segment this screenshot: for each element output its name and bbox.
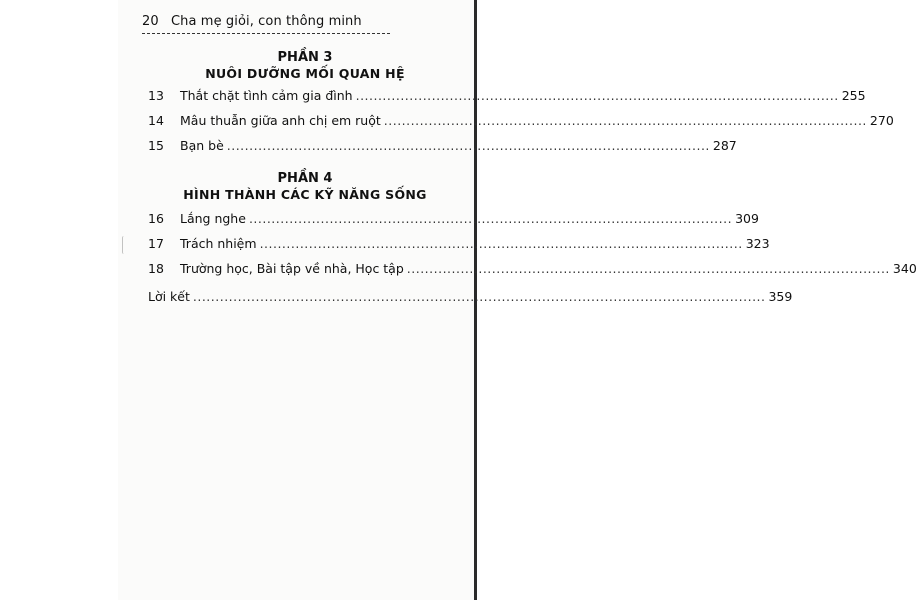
toc-entry[interactable] bbox=[148, 113, 894, 129]
chapter-page: 340 bbox=[892, 261, 917, 276]
closing-page: 359 bbox=[768, 289, 793, 304]
chapter-page: 309 bbox=[735, 211, 759, 226]
chapter-title: Trường học, Bài tập về nhà, Học tập bbox=[180, 261, 404, 276]
chapter-number: 17 bbox=[148, 236, 164, 251]
leader-dots: ............................................................................................................ bbox=[383, 113, 867, 128]
header-dashed-rule bbox=[142, 33, 390, 34]
leader-dots: ............................................................................................................ bbox=[406, 261, 890, 276]
chapter-page: 255 bbox=[841, 88, 866, 103]
part-4-title: PHẦN 4 bbox=[277, 171, 333, 186]
header-page-number: 20 bbox=[142, 14, 159, 29]
chapter-title: Lắng nghe bbox=[180, 211, 246, 226]
part-3-title: PHẦN 3 bbox=[277, 50, 333, 65]
header-book-title: Cha mẹ giỏi, con thông minh bbox=[170, 14, 362, 29]
chapter-title: Trách nhiệm bbox=[180, 236, 257, 251]
chapter-number: 14 bbox=[148, 113, 164, 128]
chapter-page: 323 bbox=[745, 236, 770, 251]
chapter-title: Bạn bè bbox=[180, 138, 224, 153]
chapter-title: Mâu thuẫn giữa anh chị em ruột bbox=[180, 113, 381, 128]
chapter-page: 287 bbox=[712, 138, 737, 153]
chapter-title: Thắt chặt tình cảm gia đình bbox=[180, 88, 353, 103]
chapter-number: 16 bbox=[148, 211, 164, 226]
leader-dots: ............................................................................................................ bbox=[355, 88, 839, 103]
toc-entry[interactable] bbox=[148, 88, 866, 104]
toc-entry[interactable] bbox=[148, 138, 737, 154]
chapter-number: 13 bbox=[148, 88, 164, 103]
leader-dots: ................................................................................................................................ bbox=[192, 289, 766, 304]
chapter-number: 15 bbox=[148, 138, 164, 153]
part-4-subtitle: HÌNH THÀNH CÁC KỸ NĂNG SỐNG bbox=[183, 187, 427, 202]
toc-entry[interactable] bbox=[148, 261, 917, 277]
leader-dots: ............................................................................................................ bbox=[248, 211, 733, 226]
part-3-subtitle: NUÔI DƯỠNG MỐI QUAN HỆ bbox=[205, 66, 405, 81]
paper-mark bbox=[122, 236, 126, 254]
toc-entry-closing[interactable] bbox=[148, 289, 793, 305]
closing-title: Lời kết bbox=[148, 289, 190, 304]
toc-entry[interactable] bbox=[148, 236, 770, 252]
running-header bbox=[142, 14, 472, 29]
leader-dots: ............................................................................................................ bbox=[259, 236, 743, 251]
chapter-page: 270 bbox=[869, 113, 894, 128]
chapter-number: 18 bbox=[148, 261, 164, 276]
toc-entry[interactable] bbox=[148, 211, 759, 227]
leader-dots: ............................................................................................................ bbox=[226, 138, 710, 153]
